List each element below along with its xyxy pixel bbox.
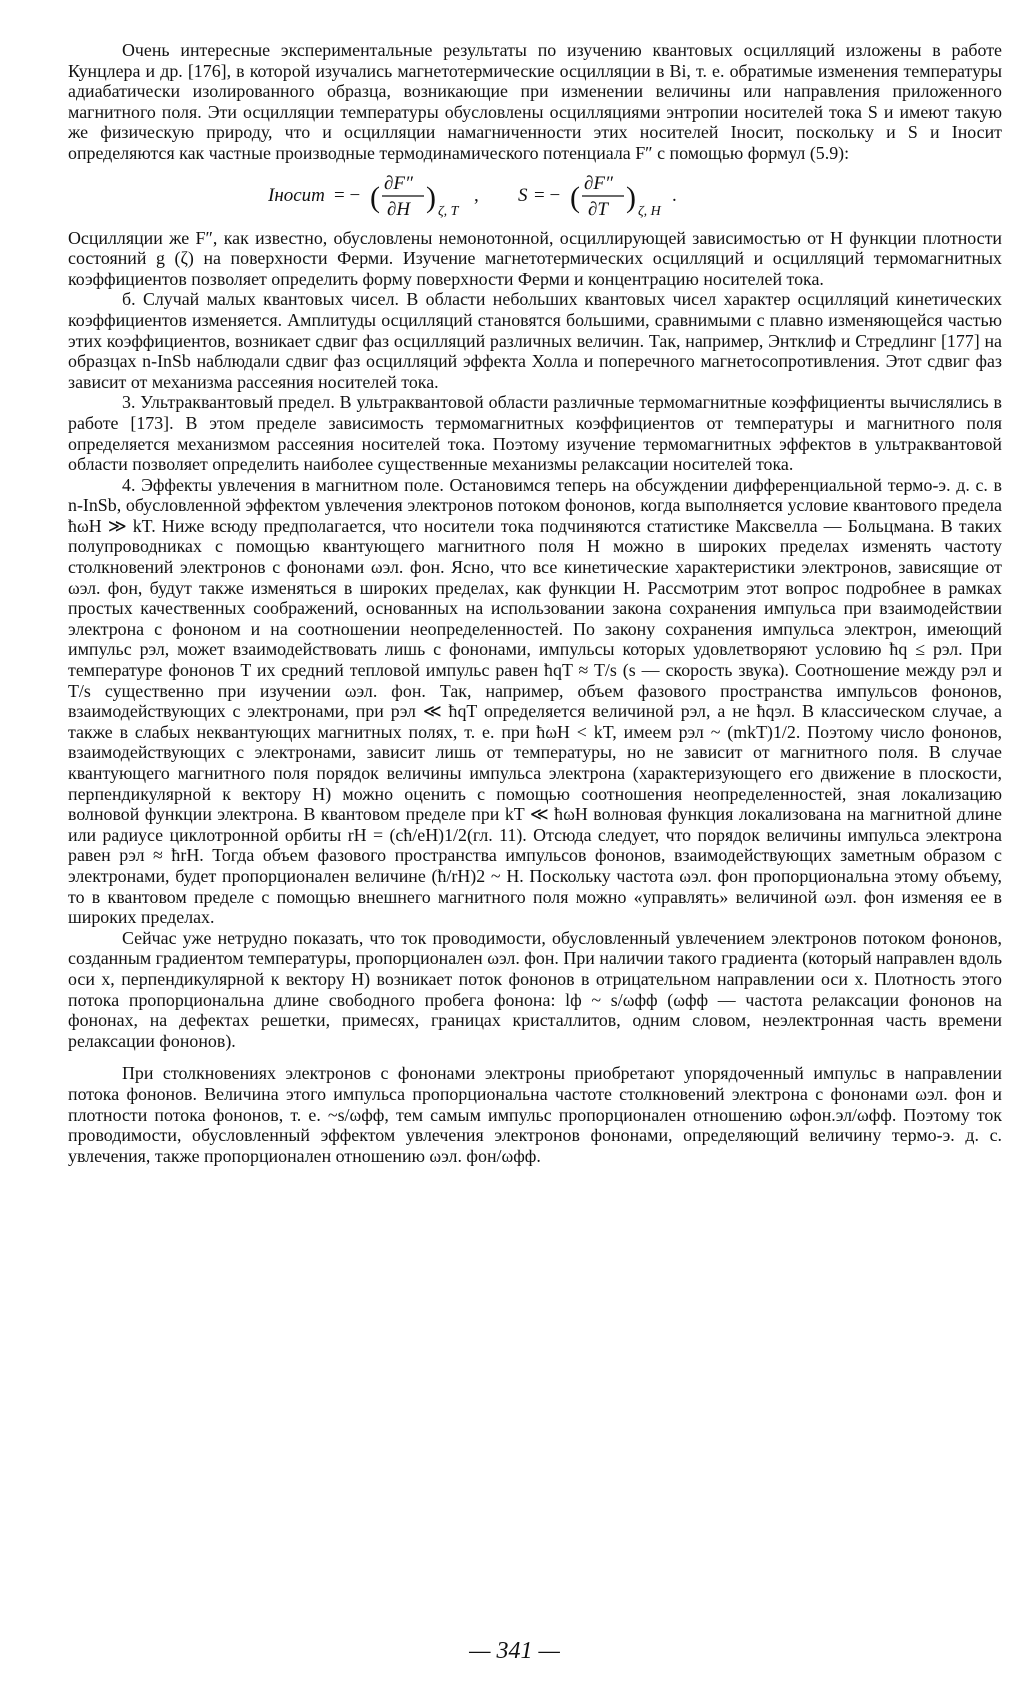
formula-rparen-1: ) [426, 180, 436, 214]
formula-rparen-2: ) [626, 180, 636, 214]
paragraph-drag-effects: 4. Эффекты увлечения в магнитном поле. Остановимся теперь на обсуждении дифференциальной термо-э. д. с. в n-InSb, обусловленной эффектом увлечения электронов потоком фононов, когда выполняется условие квантового предела ħωH ≫ kT. Ниже всюду предполагается, что носители тока подчиняются статистике Максвелла — Больцмана. В таких полупроводниках с помощью квантующего магнитного поля H можно в широких пределах изменять частоту столкновений электронов с фононами ωэл. фон. Ясно, что все кинетические характеристики электронов, зависящие от ωэл. фон, будут также изменяться в широких пределах, как функции H. Рассмотрим этот вопрос подробнее в рамках простых качественных соображений, основанных на использовании закона сохранения импульса при взаимодействии электрона с фононом и на соотношении неопределенностей. По закону сохранения импульса электрон, имеющий импульс pэл, может взаимодействовать лишь с фононами, импульсы которых удовлетворяют условию ħq ≤ pэл. При температуре фононов T их средний тепловой импульс равен ħqT ≈ T/s (s — скорость звука). Соотношение между pэл и T/s существенно при изучении ωэл. фон. Так, например, объем фазового пространства импульсов фононов, взаимодействующих с электронами, при pэл ≪ ħqT определяется величиной pэл, а не ħqэл. В классическом случае, а также в слабых неквантующих магнитных полях, т. е. при ħωH < kT, имеем pэл ~ (mkT)1/2. Поэтому число фононов, взаимодействующих с электронами, зависит лишь от температуры, но не зависит от магнитного поля. В случае квантующего магнитного поля порядок величины импульса электрона (характеризующего его движение в плоскости, перпендикулярной к вектору H) можно оценить с помощью соотношения неопределенностей, зная локализацию волновой функции электрона. В квантовом пределе при kT ≪ ħωH волновая функция локализована на магнитной длине или радиусе циклотронной орбиты rH = (cħ/eH)1/2(гл. 11). Отсюда следует, что порядок величины импульса электрона равен pэл ≈ ħrH. Тогда объем фазового пространства импульсов фононов, взаимодействующих заметным образом с электронами, будет пропорционален величине (ħ/rH)2 ~ H. Поскольку частота ωэл. фон пропорциональна этому объему, то в квантовом пределе с помощью внешнего магнитного поля можно «управлять» величиной ωэл. фон изменяя ее в широких пределах. [68, 474, 1002, 928]
formula-end: . [672, 184, 677, 206]
formula-den-2: ∂T [588, 198, 608, 220]
formula-lhs-1: Iносит [268, 184, 325, 206]
formula-lparen-2: ( [570, 180, 580, 214]
paragraph-conduction-current: Сейчас уже нетрудно показать, что ток проводимости, обусловленный увлечением электронов потоком фононов, созданным градиентом температуры, пропорционален ωэл. фон. При наличии такого градиента (который направлен вдоль оси x, перпендикулярной к вектору H) возникает поток фононов в отрицательном направлении оси x. Плотность этого потока пропорциональна длине свободного пробега фонона: lф ~ s/ωфф (ωфф — частота релаксации фононов на фононах, на дефектах решетки, примесях, границах кристаллитов, одним словом, неэлектронная часть времени релаксации фононов). [68, 927, 1002, 1051]
paragraph-magnetothermal: Очень интересные экспериментальные результаты по изучению квантовых осцилляций изложены в работе Кунцлера и др. [176], в которой изучались магнетотермические осцилляции в Bi, т. е. обратимые изменения температуры адиабатически изолированного образца, возникающие при изменении величины или направления приложенного магнитного поля. Эти осцилляции температуры обусловлены осцилляциями энтропии носителей тока S и имеют такую же физическую природу, что и осцилляции намагниченности этих носителей Iносит, поскольку и S и Iносит определяются как частные производные термодинамического потенциала F″ с помощью формул (5.9): [68, 40, 1002, 163]
page-body [68, 40, 1002, 1166]
formula-svg [268, 167, 788, 225]
paragraph-oscillations-f: Осцилляции же F″, как известно, обусловлены немонотонной, осциллирующей зависимостью от H функции плотности состояний g (ζ) на поверхности Ферми. Изучение магнетотермических осцилляций и осцилляций термомагнитных коэффициентов позволяет определить форму поверхности Ферми и концентрацию носителей тока. [68, 227, 1002, 289]
paragraph-collisions: При столкновениях электронов с фононами электроны приобретают упорядоченный импульс в направлении потока фононов. Величина этого импульса пропорциональна частоте столкновений электрона с фононами ωэл. фон и плотности потока фононов, т. е. ~s/ωфф, тем самым импульс пропорционален отношению ωфон.эл/ωфф. Поэтому ток проводимости, обусловленный эффектом увлечения электронов фононами, определяющий величину термо-э. д. с. увлечения, также пропорционален отношению ωэл. фон/ωфф. [68, 1063, 1002, 1166]
formula-eq-2: = − [534, 184, 561, 206]
formula-num-2: ∂F″ [584, 172, 613, 194]
formula-sub-2: ζ, H [638, 203, 661, 219]
formula-eq-1: = − [334, 184, 361, 206]
formula-lparen-1: ( [370, 180, 380, 214]
page-number: — 341 — [469, 1638, 560, 1664]
formula-sub-1: ζ, T [438, 203, 459, 219]
paragraph-ultraquantum-limit: 3. Ультраквантовый предел. В ультраквантовой области различные термомагнитные коэффициенты вычислялись в работе [173]. В этом пределе зависимость термомагнитных коэффициентов от температуры и магнитного поля определяется механизмом рассеяния носителей тока. Поэтому изучение термомагнитных эффектов в ультраквантовой области позволяет определить наиболее существенные механизмы релаксации носителей тока. [68, 392, 1002, 475]
formula-sep: , [474, 184, 479, 206]
formula-derivatives [68, 167, 1002, 225]
formula-den-1: ∂H [387, 198, 411, 220]
formula-lhs-2: S [518, 184, 528, 206]
paragraph-small-quantum-numbers: б. Случай малых квантовых чисел. В области небольших квантовых чисел характер осцилляций кинетических коэффициентов изменяется. Амплитуды осцилляций становятся большими, сравнимыми с плавно изменяющейся частью этих коэффициентов, возникает сдвиг фаз осцилляций различных величин. Так, например, Энтклиф и Стредлинг [177] на образцах n-InSb наблюдали сдвиг фаз осцилляций эффекта Холла и поперечного магнетосопротивления. Этот сдвиг фаз зависит от механизма рассеяния носителей тока. [68, 289, 1002, 392]
formula-num-1: ∂F″ [384, 172, 413, 194]
